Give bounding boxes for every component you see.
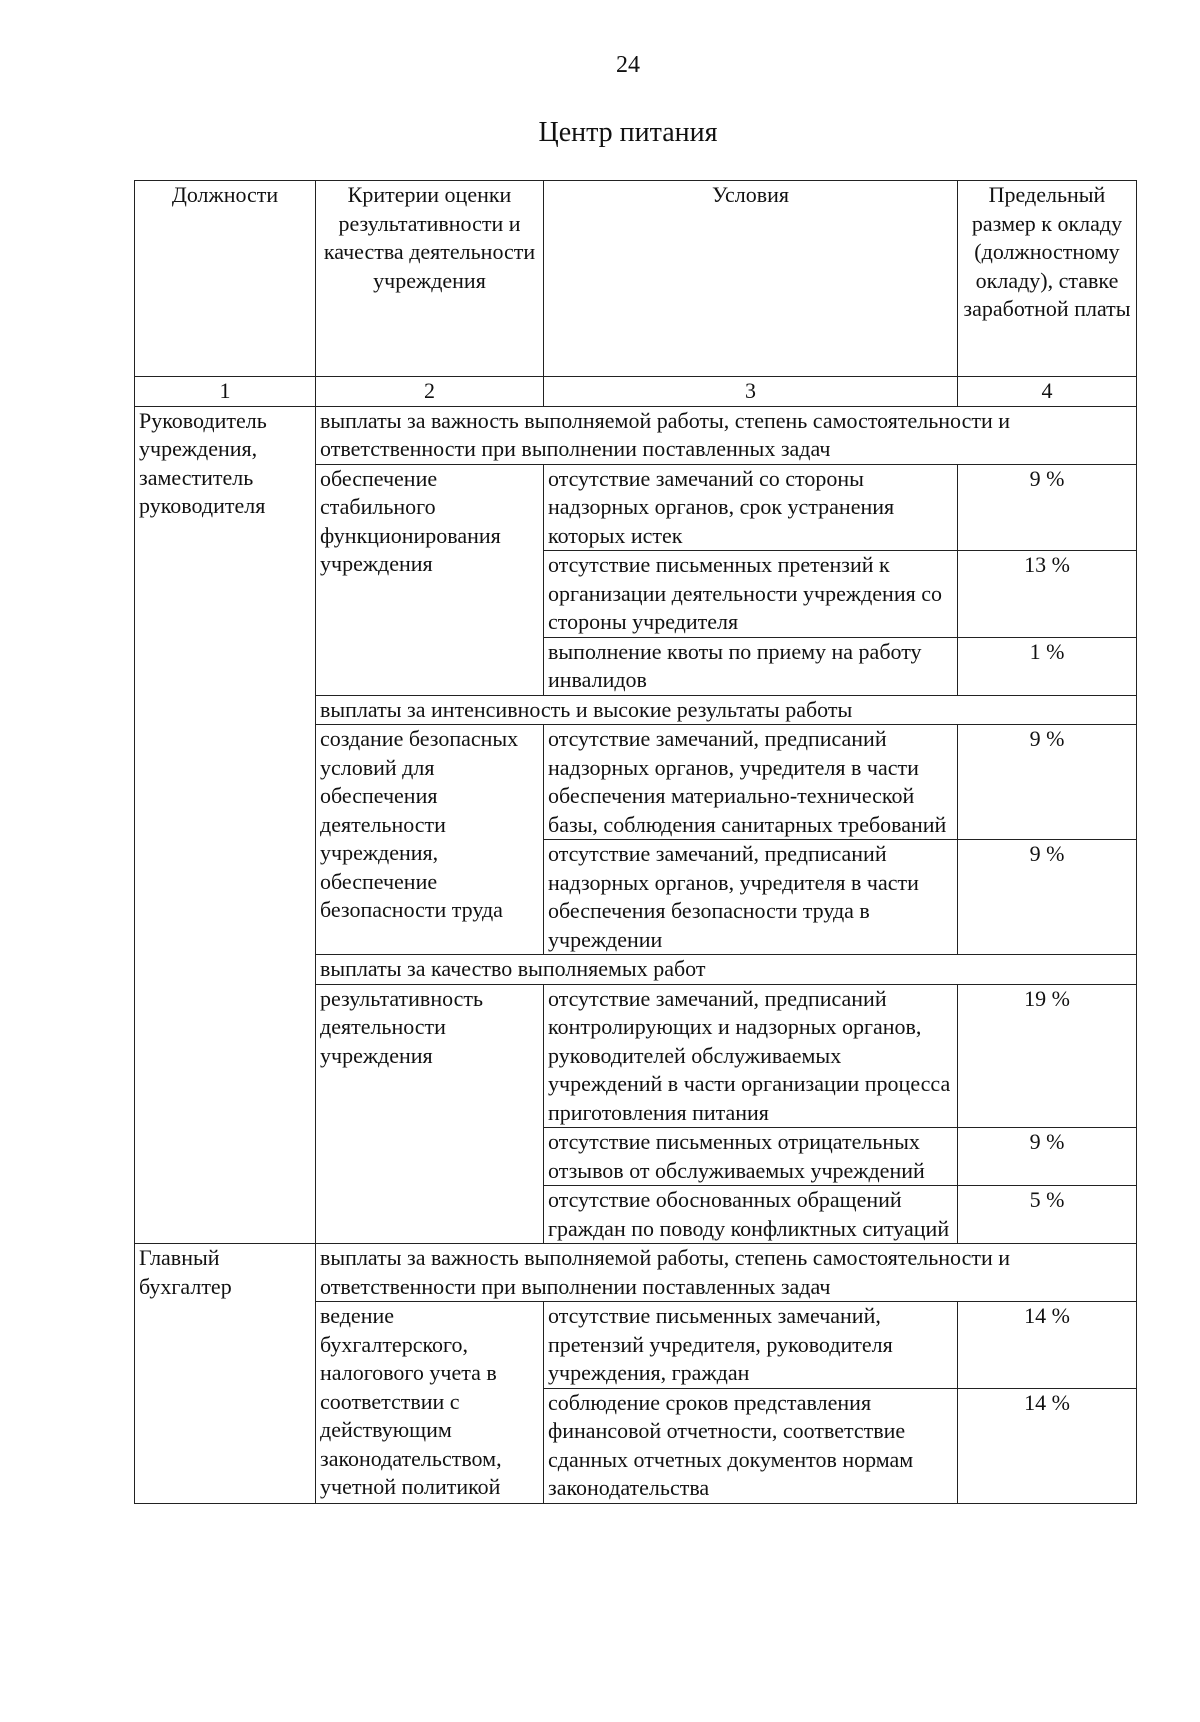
condition-text: соблюдение сроков представления финансовой отчетности, соответствие сданных отчетных документов нормам законодательства (544, 1388, 958, 1503)
position-accountant: Главный бухгалтер (135, 1244, 316, 1504)
criteria-table (134, 180, 1137, 1504)
condition-text: выполнение квоты по приему на работу инвалидов (544, 637, 958, 695)
header-limit: Предельный размер к окладу (должностному окладу), ставке заработной платы (958, 181, 1137, 377)
limit-percent: 1 % (958, 637, 1137, 695)
limit-percent: 5 % (958, 1186, 1137, 1244)
condition-text: отсутствие письменных замечаний, претензий учредителя, руководителя учреждения, граждан (544, 1302, 958, 1389)
limit-percent: 19 % (958, 984, 1137, 1128)
limit-percent: 9 % (958, 840, 1137, 955)
limit-percent: 9 % (958, 1128, 1137, 1186)
limit-percent: 13 % (958, 551, 1137, 638)
criterion-accounting: ведение бухгалтерского, налогового учета в соответствии с действующим законодательством, учетной политикой (316, 1302, 544, 1504)
condition-text: отсутствие письменных претензий к организации деятельности учреждения со стороны учредителя (544, 551, 958, 638)
page-number: 24 (616, 52, 640, 78)
limit-percent: 14 % (958, 1388, 1137, 1503)
header-row (135, 181, 1137, 377)
section-quality: выплаты за качество выполняемых работ (316, 955, 1137, 985)
document-title: Центр питания (538, 117, 718, 148)
condition-text: отсутствие письменных отрицательных отзывов от обслуживаемых учреждений (544, 1128, 958, 1186)
condition-text: отсутствие замечаний со стороны надзорных органов, срок устранения которых истек (544, 464, 958, 551)
table-row (135, 406, 1137, 464)
condition-text: отсутствие замечаний, предписаний надзорных органов, учредителя в части обеспечения материально-технической базы, соблюдения санитарных требований (544, 725, 958, 840)
limit-percent: 14 % (958, 1302, 1137, 1389)
column-number: 2 (316, 377, 544, 407)
condition-text: отсутствие замечаний, предписаний надзорных органов, учредителя в части обеспечения безопасности труда в учреждении (544, 840, 958, 955)
limit-percent: 9 % (958, 725, 1137, 840)
column-number: 4 (958, 377, 1137, 407)
section-importance: выплаты за важность выполняемой работы, степень самостоятельности и ответственности при выполнении поставленных задач (316, 406, 1137, 464)
limit-percent: 9 % (958, 464, 1137, 551)
section-intensity: выплаты за интенсивность и высокие результаты работы (316, 695, 1137, 725)
column-number: 1 (135, 377, 316, 407)
header-criteria: Критерии оценки результативности и качества деятельности учреждения (316, 181, 544, 377)
condition-text: отсутствие замечаний, предписаний контролирующих и надзорных органов, руководителей обслуживаемых учреждений в части организации процесса приготовления питания (544, 984, 958, 1128)
criterion-safety: создание безопасных условий для обеспечения деятельности учреждения, обеспечение безопасности труда (316, 725, 544, 955)
table-row (135, 1244, 1137, 1302)
position-head: Руководитель учреждения, заместитель руководителя (135, 406, 316, 1244)
criterion-results: результативность деятельности учреждения (316, 984, 544, 1244)
column-number: 3 (544, 377, 958, 407)
header-conditions: Условия (544, 181, 958, 377)
section-importance-accountant: выплаты за важность выполняемой работы, степень самостоятельности и ответственности при выполнении поставленных задач (316, 1244, 1137, 1302)
header-positions: Должности (135, 181, 316, 377)
criterion-stability: обеспечение стабильного функционирования учреждения (316, 464, 544, 695)
column-number-row (135, 377, 1137, 407)
condition-text: отсутствие обоснованных обращений граждан по поводу конфликтных ситуаций (544, 1186, 958, 1244)
